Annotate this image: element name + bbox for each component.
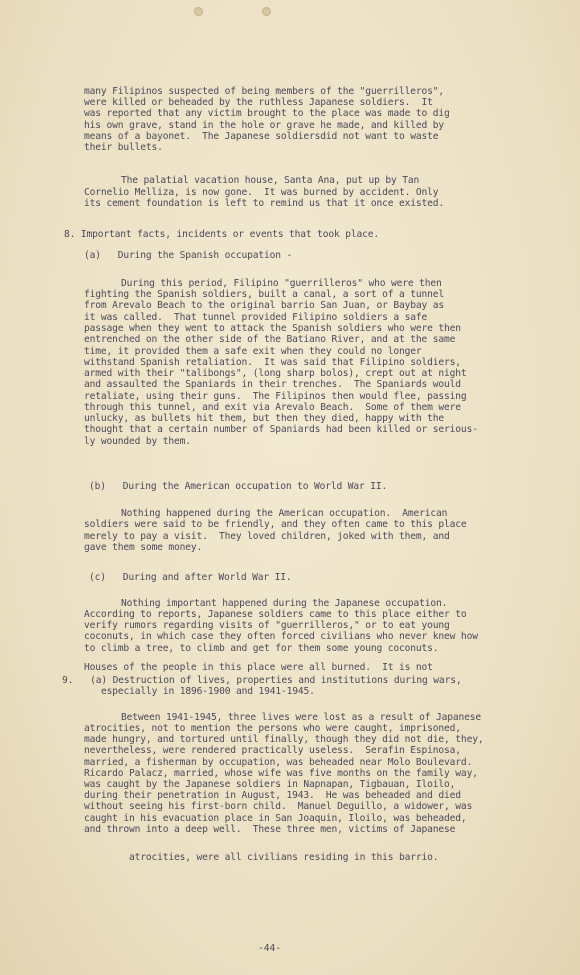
text-line: According to reports, Japanese soldiers came to this place either to [84, 609, 467, 620]
text-line: fighting the Spanish soldiers, built a canal, a sort of a tunnel [84, 289, 445, 300]
text-line: through this tunnel, and exit via Arevalo Beach. Some of them were [84, 402, 461, 413]
text-line: atrocities, were all civilians residing in this barrio. [129, 852, 439, 863]
text-line: were killed or beheaded by the ruthless Japanese soldiers. It [84, 97, 433, 108]
text-line: it was called. That tunnel provided Filipino soldiers a safe [84, 312, 428, 323]
text-line: their bullets. [84, 142, 163, 153]
text-line: atrocities, not to mention the persons who were caught, imprisoned, [84, 723, 461, 734]
text-line: time, it provided them a safe exit when they could no longer [84, 346, 422, 357]
text-line: means of a bayonet. The Japanese soldiersdid not want to waste [84, 131, 439, 142]
text-line: especially in 1896-1900 and 1941-1945. [101, 686, 315, 697]
text-line: made hungry, and tortured until finally, though they did not die, they, [84, 734, 484, 745]
text-line: Houses of the people in this place were all burned. It is not [84, 662, 433, 674]
text-line: and thrown into a deep well. These three men, victims of Japanese [84, 824, 456, 835]
text-line: Cornelio Melliza, is now gone. It was burned by accident. Only [84, 187, 439, 198]
text-line: Between 1941-1945, three lives were lost as a result of Japanese [121, 712, 482, 723]
text-line: soldiers were said to be friendly, and they often came to this place [84, 519, 467, 530]
text-line: Nothing happened during the American occupation. American [121, 508, 448, 519]
text-line: gave them some money. [84, 542, 203, 553]
punch-hole [262, 7, 271, 16]
text-line: passage when they went to attack the Spanish soldiers who were then [84, 323, 461, 334]
text-line: armed with their "talibongs", (long sharp bolos), crept out at night [84, 368, 467, 379]
text-line: unlucky, as bullets hit them, but then they died, happy with the [84, 413, 445, 424]
text-line: many Filipinos suspected of being members of the "guerrilleros", [84, 86, 445, 97]
text-line: Nothing important happened during the Japanese occupation. [121, 598, 448, 609]
text-line: without seeing his first-born child. Manuel Deguillo, a widower, was [84, 801, 473, 812]
text-line: nevertheless, were rendered practically useless. Serafin Espinosa, [84, 745, 461, 756]
punch-hole [194, 7, 203, 16]
text-line: The palatial vacation house, Santa Ana, put up by Tan [121, 175, 420, 186]
text-line: was caught by the Japanese soldiers in Napnapan, Tigbauan, Iloilo, [84, 779, 456, 790]
text-line: from Arevalo Beach to the original barrio San Juan, or Baybay as [84, 300, 445, 311]
text-line: (b) During the American occupation to World War II. [89, 481, 388, 492]
text-line: its cement foundation is left to remind us that it once existed. [84, 198, 445, 209]
text-line: 9. (a) Destruction of lives, properties and institutions during wars, [62, 675, 462, 686]
text-line: married, a fisherman by occupation, was beheaded near Molo Boulevard. [84, 757, 473, 768]
text-line: 8. Important facts, incidents or events that took place. [64, 229, 380, 240]
text-line: withstand Spanish retaliation. It was said that Filipino soldiers, [84, 357, 461, 368]
text-line: during their penetration in August, 1943. He was beheaded and died [84, 790, 461, 801]
text-line: ly wounded by them. [84, 436, 191, 447]
text-line: (a) During the Spanish occupation - [84, 250, 293, 261]
text-line: his own grave, stand in the hole or grave he made, and killed by [84, 120, 445, 131]
text-line: retaliate, using their guns. The Filipinos then would flee, passing [84, 391, 467, 402]
text-line: merely to pay a visit. They loved children, joked with them, and [84, 531, 450, 542]
text-line: verify rumors regarding visits of "guerrilleros," or to eat young [84, 620, 450, 631]
text-line: Ricardo Palacz, married, whose wife was five months on the family way, [84, 768, 478, 779]
text-line: to climb a tree, to climb and get for them some young coconuts. [84, 643, 439, 654]
text-line: caught in his evacuation place in San Joaquin, Iloilo, was beheaded, [84, 813, 467, 824]
text-line: During this period, Filipino "guerrilleros" who were then [121, 278, 442, 289]
text-line: was reported that any victim brought to the place was made to dig [84, 108, 450, 119]
text-line: and assaulted the Spaniards in their trenches. The Spaniards would [84, 379, 461, 390]
page-number: -44- [258, 943, 282, 954]
text-line: thought that a certain number of Spaniards had been killed or serious- [84, 424, 478, 435]
text-line: entrenched on the other side of the Batiano River, and at the same [84, 334, 456, 345]
text-line: (c) During and after World War II. [89, 572, 292, 583]
text-line: coconuts, in which case they often forced civilians who never knew how [84, 631, 478, 642]
